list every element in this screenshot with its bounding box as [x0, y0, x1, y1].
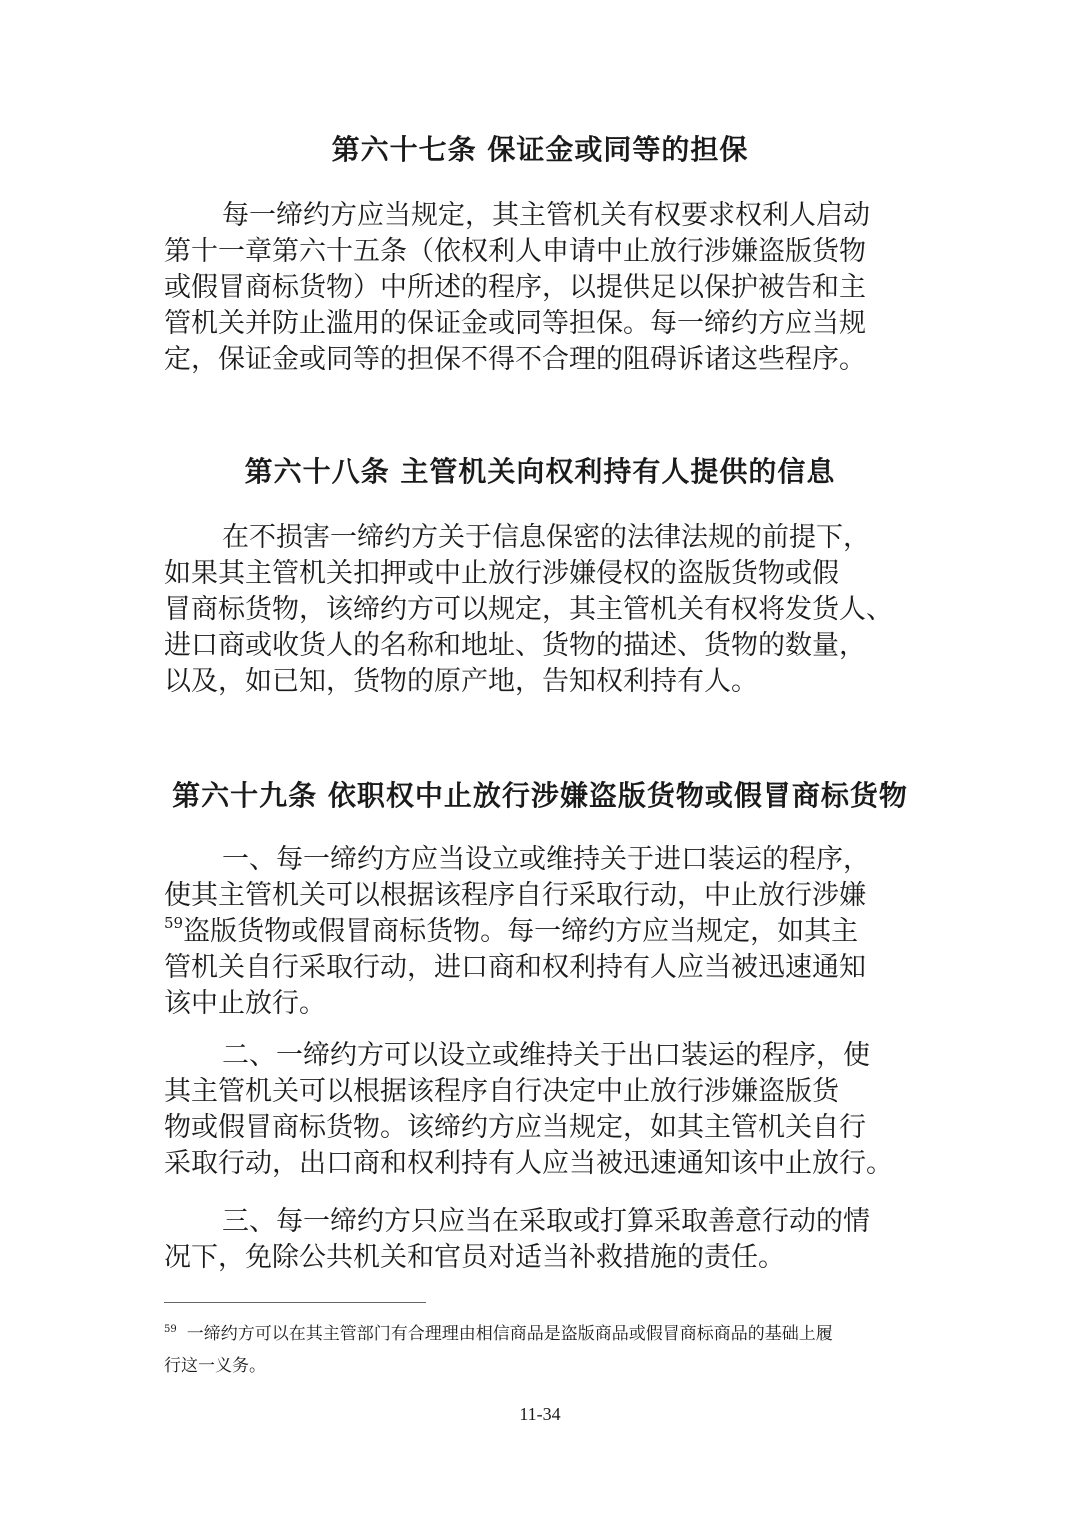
- paragraph-line: 进口商或收货人的名称和地址、货物的描述、货物的数量，: [164, 630, 866, 661]
- paragraph-line: 管机关并防止滥用的保证金或同等担保。每一缔约方应当规: [164, 308, 866, 339]
- footnote-number: 59: [164, 1324, 177, 1335]
- paragraph-line: 二、一缔约方可以设立或维持关于出口装运的程序，使: [222, 1040, 870, 1071]
- paragraph-line: 第十一章第六十五条（依权利人申请中止放行涉嫌盗版货物: [164, 236, 866, 267]
- article-67-heading: 第六十七条 保证金或同等的担保: [331, 133, 749, 166]
- footnote-text: 一缔约方可以在其主管部门有合理理由相信商品是盗版商品或假冒商标商品的基础上履: [186, 1324, 833, 1344]
- footnote: [164, 1318, 924, 1382]
- article-67-paragraph: [164, 198, 924, 378]
- article-69-paragraph-1: [164, 842, 924, 1022]
- paragraph-line: 采取行动，出口商和权利持有人应当被迅速通知该中止放行。: [164, 1148, 893, 1179]
- paragraph-line: 冒商标货物，该缔约方可以规定，其主管机关有权将发货人、: [164, 594, 893, 625]
- footnote-divider: [164, 1302, 426, 1303]
- footnote-reference[interactable]: 59: [164, 914, 184, 932]
- article-69-paragraph-2: [164, 1038, 924, 1182]
- article-69-paragraph-3: [164, 1204, 924, 1276]
- footnote-line: 行这一义务。: [164, 1356, 266, 1376]
- article-68-heading: 第六十八条 主管机关向权利持有人提供的信息: [244, 455, 836, 488]
- paragraph-line: 该中止放行。: [164, 988, 326, 1019]
- paragraph-line: 以及，如已知，货物的原产地，告知权利持有人。: [164, 666, 758, 697]
- paragraph-line: 一、每一缔约方应当设立或维持关于进口装运的程序，: [222, 844, 870, 875]
- paragraph-line: 况下，免除公共机关和官员对适当补救措施的责任。: [164, 1242, 785, 1273]
- paragraph-line: 管机关自行采取行动，进口商和权利持有人应当被迅速通知: [164, 952, 866, 983]
- paragraph-line: [164, 914, 924, 950]
- paragraph-line: 每一缔约方应当规定，其主管机关有权要求权利人启动: [222, 200, 870, 231]
- paragraph-line: 定，保证金或同等的担保不得不合理的阻碍诉诸这些程序。: [164, 344, 866, 375]
- paragraph-line: 如果其主管机关扣押或中止放行涉嫌侵权的盗版货物或假: [164, 558, 839, 589]
- paragraph-line-text: 盗版货物或假冒商标货物。每一缔约方应当规定，如其主: [183, 916, 859, 947]
- paragraph-line: 三、每一缔约方只应当在采取或打算采取善意行动的情: [222, 1206, 870, 1237]
- paragraph-line: 使其主管机关可以根据该程序自行采取行动，中止放行涉嫌: [164, 880, 866, 911]
- article-68-paragraph: [164, 520, 924, 700]
- paragraph-line: 其主管机关可以根据该程序自行决定中止放行涉嫌盗版货: [164, 1076, 839, 1107]
- paragraph-line: 物或假冒商标货物。该缔约方应当规定，如其主管机关自行: [164, 1112, 866, 1143]
- article-69-heading: 第六十九条 依职权中止放行涉嫌盗版货物或假冒商标货物: [172, 779, 908, 812]
- paragraph-line: 或假冒商标货物）中所述的程序，以提供足以保护被告和主: [164, 272, 866, 303]
- footnote-line: [164, 1318, 924, 1350]
- paragraph-line: 在不损害一缔约方关于信息保密的法律法规的前提下，: [222, 522, 870, 553]
- page-number: 11-34: [519, 1404, 561, 1424]
